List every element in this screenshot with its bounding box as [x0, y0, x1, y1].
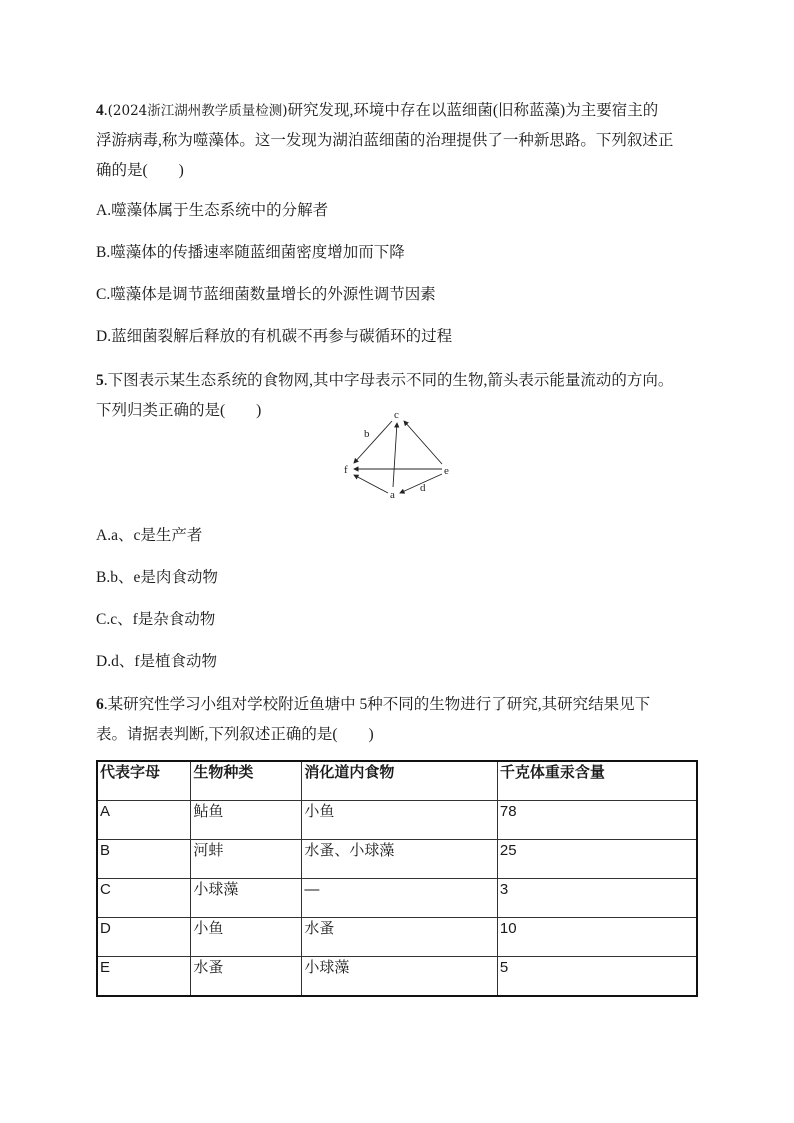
question-6-line-1 — [96, 690, 706, 720]
table-header-row — [97, 761, 697, 801]
question-6-number: 6 — [96, 696, 104, 713]
table-cell: 水蚤 — [191, 957, 302, 997]
question-5-option-a: A.a、c是生产者 — [96, 527, 203, 544]
table-row — [97, 840, 697, 879]
question-4-option-a: A.噬藻体属于生态系统中的分解者 — [96, 202, 329, 219]
table-cell: 小球藻 — [302, 957, 497, 997]
table-cell: E — [97, 957, 191, 997]
table-cell: 25 — [497, 840, 697, 879]
node-b-label: b — [364, 428, 370, 440]
table-cell: 河蚌 — [191, 840, 302, 879]
table-cell: 小球藻 — [191, 879, 302, 918]
question-4-text-2: 浮游病毒,称为噬藻体。这一发现为湖泊蓝细菌的治理提供了一种新思路。下列叙述正 — [96, 132, 674, 149]
question-5-text-2: 下列归类正确的是( ) — [96, 402, 262, 419]
table-row — [97, 801, 697, 840]
question-4-number: 4 — [96, 102, 104, 119]
question-6 — [96, 690, 706, 750]
table-header-cell: 千克体重汞含量 — [497, 761, 697, 801]
table-header-cell: 代表字母 — [97, 761, 191, 801]
table-cell: 鲇鱼 — [191, 801, 302, 840]
question-4 — [96, 96, 706, 186]
question-4-text-3: 确的是( ) — [96, 162, 184, 179]
food-web-diagram — [336, 405, 460, 505]
table-cell: D — [97, 918, 191, 957]
question-5-number: 5 — [96, 372, 104, 389]
question-5-option-c: C.c、f是杂食动物 — [96, 611, 216, 628]
question-4-option-c: C.噬藻体是调节蓝细菌数量增长的外源性调节因素 — [96, 286, 436, 303]
question-4-line-1 — [96, 96, 706, 126]
table-cell: 78 — [497, 801, 697, 840]
table-cell: — — [302, 879, 497, 918]
table-cell: 10 — [497, 918, 697, 957]
question-6-text-1: .某研究性学习小组对学校附近鱼塘中 5种不同的生物进行了研究,其研究结果见下 — [103, 696, 651, 713]
table-row — [97, 879, 697, 918]
question-4-option-d: D.蓝细菌裂解后释放的有机碳不再参与碳循环的过程 — [96, 328, 453, 345]
question-4-option-b: B.噬藻体的传播速率随蓝细菌密度增加而下降 — [96, 244, 405, 261]
table-header-cell: 生物种类 — [191, 761, 302, 801]
arrow-a-to-c — [393, 423, 397, 487]
arrow-c-to-f — [354, 421, 392, 463]
table-cell: B — [97, 840, 191, 879]
node-e-label: e — [444, 465, 449, 477]
table-cell: 水蚤 — [302, 918, 497, 957]
table-cell: 5 — [497, 957, 697, 997]
node-a-label: a — [390, 489, 395, 501]
table-row — [97, 918, 697, 957]
table-cell: 3 — [497, 879, 697, 918]
question-6-text-2: 表。请据表判断,下列叙述正确的是( ) — [96, 726, 374, 743]
arrow-a-to-f — [354, 475, 388, 493]
question-4-dot: . — [103, 102, 108, 119]
question-5-text-1: .下图表示某生态系统的食物网,其中字母表示不同的生物,箭头表示能量流动的方向。 — [103, 372, 674, 389]
question-5-line-1 — [96, 366, 706, 396]
question-5-option-b: B.b、e是肉食动物 — [96, 569, 218, 586]
table-cell: 小鱼 — [191, 918, 302, 957]
question-5-option-d: D.d、f是植食动物 — [96, 653, 217, 670]
node-d-label: d — [420, 482, 426, 494]
table-cell: 小鱼 — [302, 801, 497, 840]
table-cell: C — [97, 879, 191, 918]
question-4-source: (2024浙江湖州教学质量检测) — [107, 103, 288, 119]
arrow-e-to-c — [404, 421, 442, 464]
mercury-content-table — [96, 760, 698, 997]
node-f-label: f — [344, 464, 348, 476]
node-c-label: c — [394, 409, 399, 421]
table-header-cell: 消化道内食物 — [302, 761, 497, 801]
table-cell: A — [97, 801, 191, 840]
question-4-text-1: 研究发现,环境中存在以蓝细菌(旧称蓝藻)为主要宿主的 — [287, 102, 659, 119]
table-row — [97, 957, 697, 997]
table-cell: 水蚤、小球藻 — [302, 840, 497, 879]
